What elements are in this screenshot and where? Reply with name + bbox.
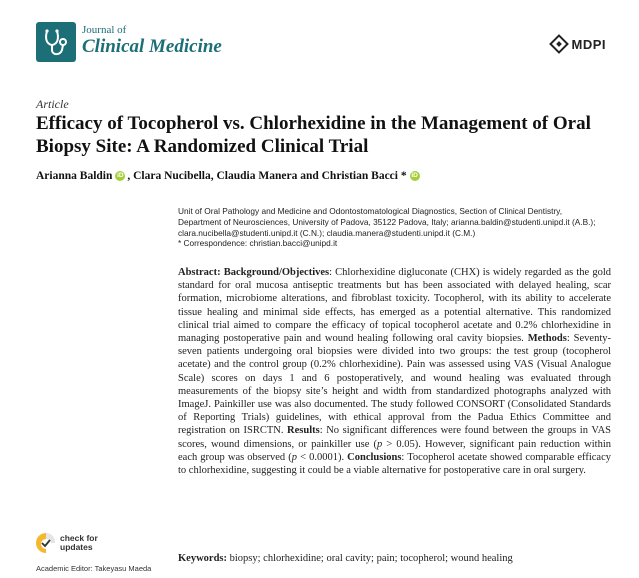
methods-text: : Seventy-seven patients undergoing oral biopsies were divided into two groups: the test group (tocopherol acetate) and the control group (0.2% chlorhexidine). Pain was assessed using VAS (Visual Analogue Scale) scores on days 1 and 6 postoperatively, and wound healing was evaluated through measurements of the biopsy site’s height and width from standardized photographs analyzed with ImageJ. Painkiller use was also documented. The study followed CONSORT (Consolidated Standards of Reporting Trials) guidelines, with ethical approval from the Padua Ethics Committee and registration on ISRCTN. [178,333,611,437]
author-name[interactable]: Clara Nucibella [133,170,211,182]
affiliation-line: Unit of Oral Pathology and Medicine and Odontostomatological Diagnostics, Section of Clinical Dentistry, [178,206,563,216]
keywords-text: biopsy; chlorhexidine; oral cavity; pain; tocopherol; wound healing [227,553,513,564]
affiliation-line: clara.nucibella@studenti.unipd.it (C.N.); claudia.manera@studenti.unipd.it (C.M.) [178,227,476,238]
author-name[interactable]: Arianna Baldin [36,170,113,182]
background-label: Background/Objectives [223,267,330,278]
publisher-name: MDPI [571,36,606,52]
journal-logo [36,22,76,62]
abstract [178,266,611,477]
corresponding-mark: * [397,170,407,182]
keywords-label: Keywords: [178,553,227,564]
check-for-updates-badge[interactable] [36,532,98,554]
publisher-logo [549,34,607,54]
author-separator: and [297,170,322,182]
article-type: Article [36,97,69,111]
p-value-symbol: p [377,438,383,450]
journal-title: Clinical Medicine [82,36,222,57]
author-separator: , [127,170,134,182]
conclusions-text: : Tocopherol acetate showed comparable efficacy to chlorhexidine, suggesting it could be a viable alternative for postoperative care in oral surgery. [178,451,611,477]
orcid-icon[interactable]: iD [117,172,124,179]
abstract-label: Abstract: [178,267,221,278]
author-name[interactable]: Claudia Manera [216,170,298,182]
article-title: Efficacy of Tocopherol vs. Chlorhexidine in the Management of Oral Biopsy Site: A Randomized Clinical Trial [36,113,591,157]
results-text: > 0.05). However, significant pain reduction within each group was observed ( [178,438,611,463]
methods-label: Methods [527,333,567,345]
academic-editor: Academic Editor: Takeyasu Maeda [36,564,152,573]
affiliations [178,206,618,249]
author-separator: , [210,170,217,182]
journal-top-line: Journal of [82,24,127,36]
author-name[interactable]: Christian Bacci [321,170,398,182]
orcid-icon[interactable]: iD [411,172,418,179]
results-text: : No significant differences were found between the groups in VAS scores, wound dimensions, or painkiller use ( [178,425,611,450]
author-list [36,170,422,182]
correspondence-line: * Correspondence: christian.bacci@unipd.it [178,238,338,249]
journal-name [82,24,222,58]
check-for-updates-icon [36,532,56,554]
p-value-symbol: p [291,451,297,463]
check-updates-line2: updates [60,542,93,552]
results-label: Results [287,425,320,437]
keywords [178,553,513,564]
conclusions-label: Conclusions [347,451,402,463]
stethoscope-icon [36,22,76,62]
mdpi-diamond-icon [549,34,569,54]
affiliation-line: Department of Neurosciences, University of Padova, 35122 Padova, Italy; arianna.baldin@studenti.unipd.it (A.B.); [178,216,596,227]
results-text: < 0.0001). [297,451,348,463]
check-updates-line1: check for [60,532,98,543]
background-text: : Chlorhexidine digluconate (CHX) is widely regarded as the gold standard for oral mucosa antiseptic treatments but has been associated with delayed healing, scar formation, microbiome alterations, and fibroblast toxicity. Tocopherol, with its ability to accelerate tissue healing and minimal side effects, has emerged as a potential alternative. This randomized clinical trial aimed to compare the efficacy of topical tocopherol acetate and 0.2% chlorhexidine in managing postoperative pain and wound healing following oral cavity biopsies. [178,267,612,345]
